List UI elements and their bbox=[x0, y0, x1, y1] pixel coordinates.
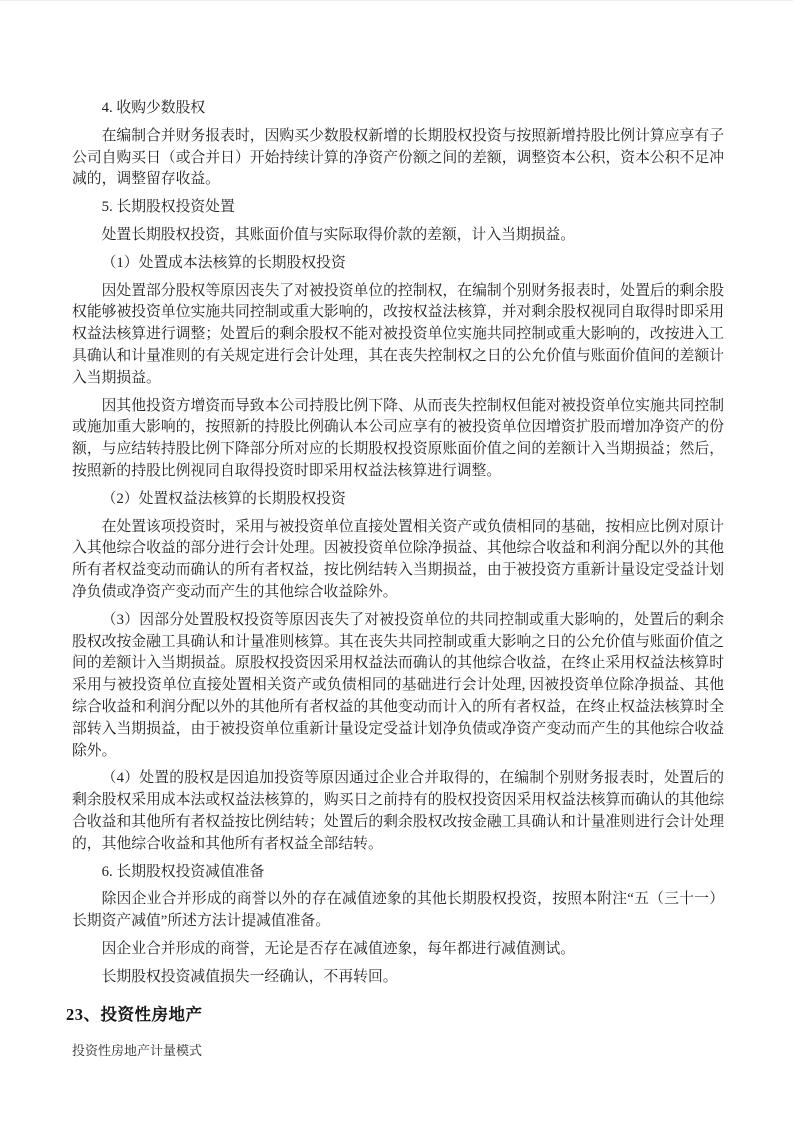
paragraph-impairment-no-reversal: 长期股权投资减值损失一经确认，不再转回。 bbox=[101, 968, 398, 985]
paragraph-equity-method-disposal: 在处置该项投资时，采用与被投资单位直接处置相关资产或负债相同的基础，按相应比例对原计入其他综合收益的部分进行会计处理。因被投资单位除净损益、其他综合收益和利润分配以外的其他所有者权益变动而确认的所有者权益，按比例结转入当期损益，由于被投资方重新计量设定受益计划净负债或净资产变动而产生的其他综合收益除外。 bbox=[72, 518, 724, 600]
item-heading-impairment-provision: 6. 长期股权投资减值准备 bbox=[101, 863, 265, 880]
paragraph-shareholding-ratio-decline: 因其他投资方增资而导致本公司持股比例下降、从而丧失控制权但能对被投资单位实施共同控制或施加重大影响的，按照新的持股比例确认本公司应享有的被投资单位因增资扩股而增加净资产的份额，与应结转持股比例下降部分所对应的长期股权投资原账面价值之间的差额计入当期损益；然后，按照新的持股比例视同自取得投资时即采用权益法核算进行调整。 bbox=[72, 397, 724, 479]
paragraph-acquire-minority-equity: 在编制合并财务报表时，因购买少数股权新增的长期股权投资与按照新增持股比例计算应享有子公司自购买日（或合并日）开始持续计算的净资产份额之间的差额，调整资本公积，资本公积不足冲减的，调整留存收益。 bbox=[72, 127, 724, 188]
item-heading-cost-method-disposal: （1）处置成本法核算的长期股权投资 bbox=[101, 254, 346, 271]
paragraph-impairment-method: 除因企业合并形成的商誉以外的存在减值迹象的其他长期股权投资，按照本附注“五（三十一）长期资产减值”所述方法计提减值准备。 bbox=[72, 891, 724, 930]
paragraph-disposal-general: 处置长期股权投资，其账面价值与实际取得价款的差额，计入当期损益。 bbox=[101, 226, 576, 243]
item-heading-acquire-minority-equity: 4. 收购少数股权 bbox=[101, 100, 206, 116]
item-heading-lte-investment-disposal: 5. 长期股权投资处置 bbox=[101, 199, 235, 216]
paragraph-item-4-business-combination: （4）处置的股权是因追加投资等原因通过企业合并取得的，在编制个别财务报表时，处置后的剩余股权采用成本法或权益法核算的，购买日之前持有的股权投资因采用权益法核算而确认的其他综合收益和其他所有者权益按比例结转；处置后的剩余股权改按金融工具确认和计量准则进行会计处理的，其他综合收益和其他所有者权益全部结转。 bbox=[72, 770, 724, 852]
paragraph-item-3-loss-of-joint-control: （3）因部分处置股权投资等原因丧失了对被投资单位的共同控制或重大影响的，处置后的剩余股权改按金融工具确认和计量准则核算。其在丧失共同控制或重大影响之日的公允价值与账面价值之间的差额计入当期损益。原股权投资因采用权益法而确认的其他综合收益，在终止采用权益法核算时采用与被投资单位直接处置相关资产或负债相同的基础进行会计处理, 因被投资单位除净损益、其他综合收益和利润分配以外的其他所有者权益的其他变动而计入的所有者权益，在终止权益法核算时全部转入当期损益，由于被投资单位重新计量设定受益计划净负债或净资产变动而产生的其他综合收益除外。 bbox=[72, 611, 724, 759]
paragraph-cost-method-disposal: 因处置部分股权等原因丧失了对被投资单位的控制权，在编制个别财务报表时，处置后的剩余股权能够被投资单位实施共同控制或重大影响的，改按权益法核算，并对剩余股权视同自取得时即采用权益法核算进行调整；处置后的剩余股权不能对被投资单位实施共同控制或重大影响的，改按进入工具确认和计量准则的有关规定进行会计处理，其在丧失控制权之日的公允价值与账面价值间的差额计入当期损益。 bbox=[72, 282, 724, 386]
investment-property-measurement-caption: 投资性房地产计量模式 bbox=[72, 1043, 203, 1059]
paragraph-goodwill-impairment-test: 因企业合并形成的商誉，无论是否存在减值迹象，每年都进行减值测试。 bbox=[101, 940, 576, 957]
item-heading-equity-method-disposal: （2）处置权益法核算的长期股权投资 bbox=[101, 490, 346, 507]
section-heading-investment-property: 23、投资性房地产 bbox=[66, 1005, 203, 1025]
